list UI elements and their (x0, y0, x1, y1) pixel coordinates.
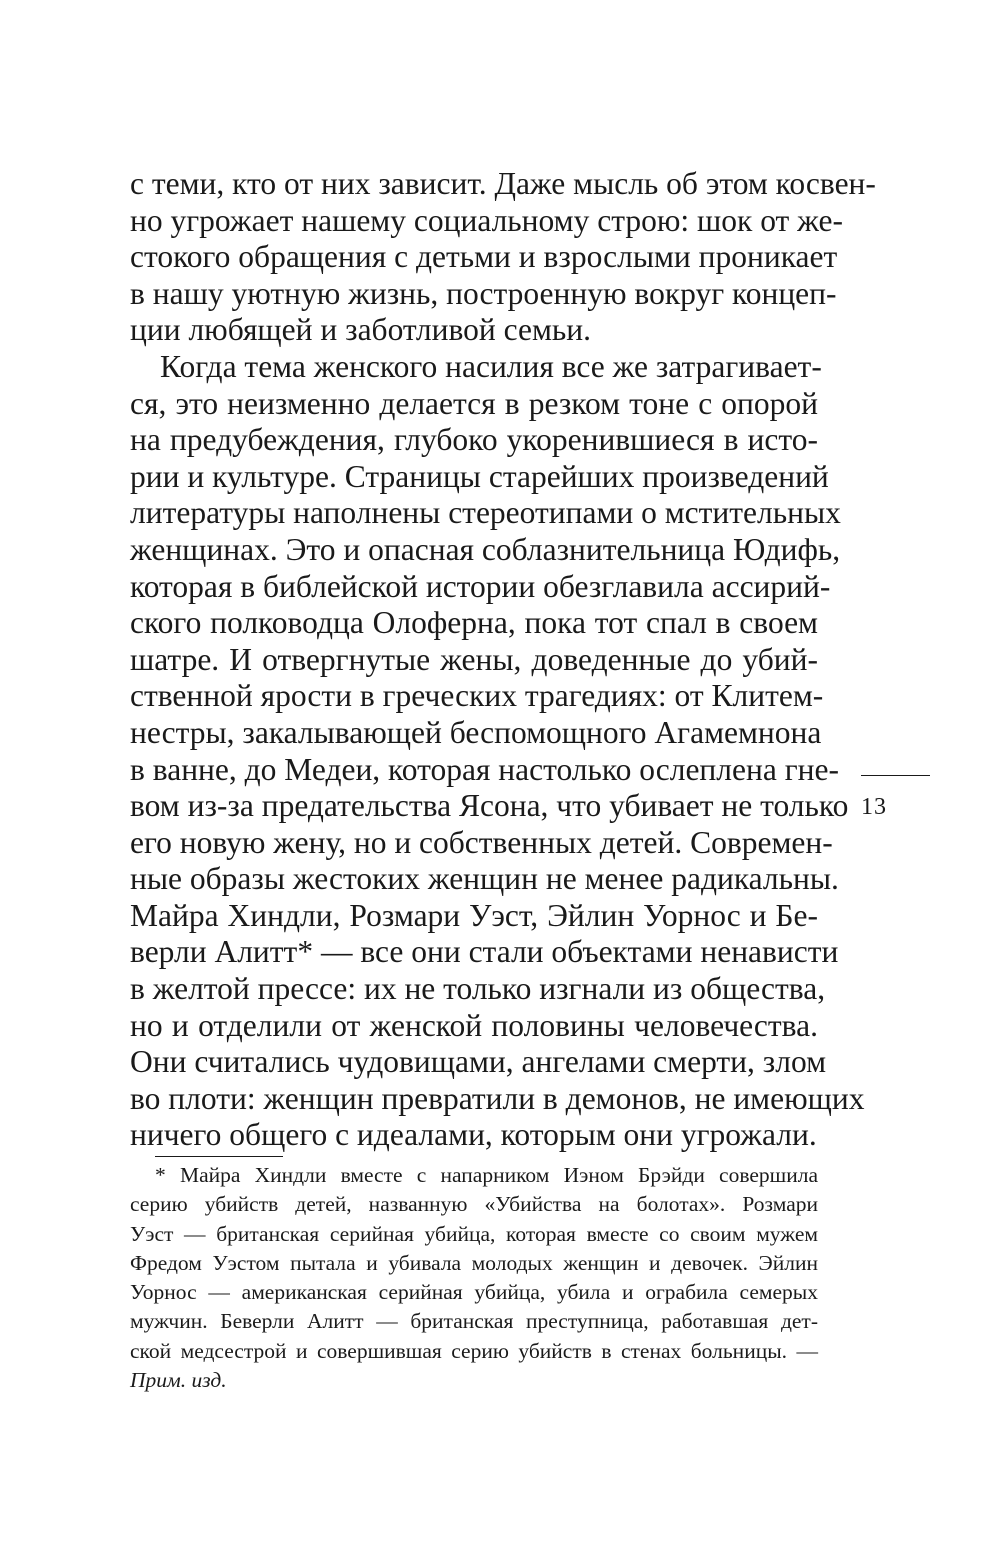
footnote-line: Уорнос — американская серийная убийца, убила и ограбила семерых (130, 1280, 818, 1305)
text-line: ся, это неизменно делается в резком тоне с опорой (130, 385, 818, 421)
text-line: в ванне, до Медеи, которая настолько ослеплена гне- (130, 751, 839, 787)
text-line: Когда тема женского насилия все же затрагивает- (160, 348, 822, 384)
text-line: на предубеждения, глубоко укоренившиеся в исто- (130, 422, 818, 458)
text-line: ные образы жестоких женщин не менее радикальны. (130, 861, 839, 897)
text-line: Майра Хиндли, Розмари Уэст, Эйлин Уорнос и Бе- (130, 897, 818, 933)
editor-note: Прим. изд. (130, 1368, 227, 1393)
text-line: в нашу уютную жизнь, построенную вокруг концеп- (130, 275, 837, 311)
text-line: его новую жену, но и собственных детей. Современ- (130, 824, 833, 860)
footnote-line: * Майра Хиндли вместе с напарником Иэном Брэйди совершила (155, 1163, 818, 1187)
footnote-line: мужчин. Беверли Алитт — британская преступница, работавшая дет- (130, 1309, 818, 1334)
footnote-line: ской медсестрой и совершившая серию убийств в стенах больницы. — (130, 1338, 818, 1363)
text-line: ции любящей и заботливой семьи. (130, 312, 591, 348)
text-line: шатре. И отвергнутые жены, доведенные до убий- (130, 641, 818, 677)
text-line: с теми, кто от них зависит. Даже мысль об этом косвен- (130, 166, 876, 201)
text-line: ственной ярости в греческих трагедиях: от Клитем- (130, 678, 824, 714)
page-number: 13 (861, 794, 887, 820)
text-line: нестры, закалывающей беспомощного Агамемнона (130, 714, 822, 750)
text-line: верли Алитт* — все они стали объектами ненависти (130, 934, 839, 970)
text-line: стокого обращения с детьми и взрослыми проникает (130, 239, 838, 275)
footnote-line: серию убийств детей, названную «Убийства на болотах». Розмари (130, 1192, 818, 1217)
text-line: в желтой прессе: их не только изгнали из общества, (130, 971, 826, 1007)
text-line: вом из-за предательства Ясона, что убивает не только (130, 788, 849, 824)
text-line: во плоти: женщин превратили в демонов, не имеющих (130, 1080, 865, 1116)
text-line: женщинах. Это и опасная соблазнительница Юдифь, (130, 531, 841, 567)
footnote (130, 1161, 818, 1395)
text-line: литературы наполнены стереотипами о мстительных (130, 495, 841, 531)
text-line: ничего общего с идеалами, которым они угрожали. (130, 1117, 817, 1153)
text-line: которая в библейской истории обезглавила ассирий- (130, 568, 831, 604)
text-line: но и отделили от женской половины человечества. (130, 1007, 818, 1043)
text-line: ского полководца Олоферна, пока тот спал в своем (130, 605, 818, 641)
text-line: но угрожает нашему социальному строю: шок от же- (130, 202, 843, 238)
text-line: рии и культуре. Страницы старейших произведений (130, 458, 829, 494)
footnote-line: Уэст — британская серийная убийца, которая вместе со своим мужем (130, 1221, 818, 1246)
page-number-rule (861, 775, 930, 776)
text-line: Они считались чудовищами, ангелами смерти, злом (130, 1044, 827, 1080)
footnote-line: Фредом Уэстом пытала и убивала молодых женщин и девочек. Эйлин (130, 1250, 818, 1275)
footnote-divider (155, 1156, 283, 1157)
footnote-line (130, 1366, 818, 1395)
